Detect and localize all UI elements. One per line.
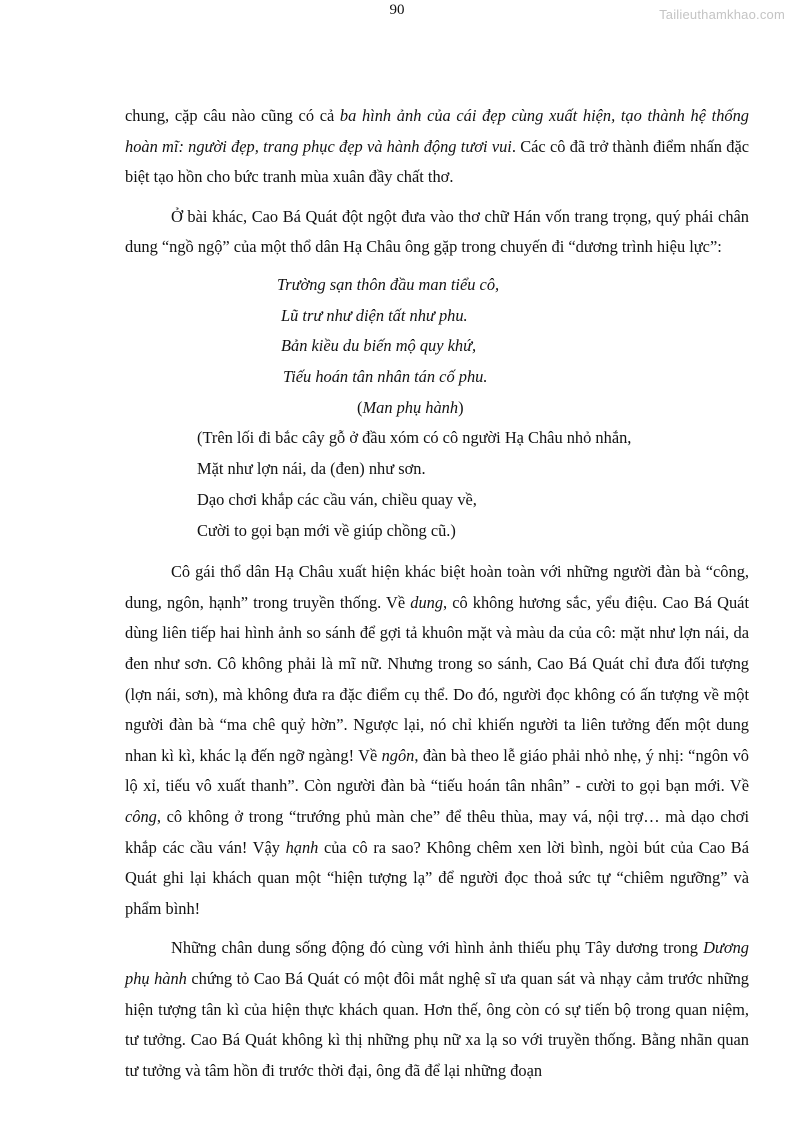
paragraph-3-text-3: , đàn bà theo lễ giáo phải nhỏ nhẹ, ý nhị: “ngôn vô lộ xỉ, tiếu vô xuất thanh”. Còn người đàn bà “tiếu hoán tân nhân” - cười to gọi bạn mới. Về <box>125 745 749 796</box>
paragraph-3-text-1: Cô gái thổ dân Hạ Châu xuất hiện khác biệt hoàn toàn với những người đàn bà “công, dung, ngôn, hạnh” trong truyền thống. Về <box>125 562 749 612</box>
paragraph-1 <box>125 101 749 193</box>
paragraph-3-text-2: , cô không hương sắc, yểu điệu. Cao Bá Quát dùng liên tiếp hai hình ảnh so sánh để gợi tả khuôn mặt và màu da của cô: mặt như lợn nái, da đen như sơn. Cô không phải là mĩ nữ. Nhưng trong so sánh, Cao Bá Quát chỉ đưa đối tượng (lợn nái, sơn), mà không đưa ra đặc điểm cụ thể. Do đó, người đọc không có ấn tượng về một người đàn bà “ma chê quỷ hờn”. Ngược lại, nó chỉ khiến người ta liên tưởng đến một dung nhan kì kì, khác lạ đến ngỡ ngàng! Về <box>125 592 750 765</box>
poem-source-open: ( <box>357 397 363 417</box>
watermark: Tailieuthamkhao.com <box>659 7 785 22</box>
paragraph-4 <box>125 933 749 1086</box>
paragraph-4-text-1: Những chân dung sống động đó cùng với hình ảnh thiếu phụ Tây dương trong <box>171 938 704 958</box>
poem-line <box>125 362 749 393</box>
paragraph-3-italic-2: ngôn <box>381 745 415 765</box>
paragraph-3-italic-3: công <box>125 807 157 827</box>
poem-line <box>125 301 749 332</box>
poem-line-text: Tiếu hoán tân nhân tán cố phu. <box>283 367 488 387</box>
paragraph-3-italic-4: hạnh <box>285 837 319 857</box>
translation-line: Dạo chơi khắp các cầu ván, chiều quay về, <box>197 489 477 509</box>
poem-block <box>125 270 749 424</box>
poem-source <box>125 393 749 424</box>
poem-line-text: Bản kiều du biến mộ quy khứ, <box>281 336 477 356</box>
poem-line-text: Lũ trư như diện tất như phu. <box>281 305 468 325</box>
poem-line-text: Trường sạn thôn đầu man tiểu cô, <box>277 274 500 294</box>
poem-line <box>125 331 749 362</box>
page-body <box>125 101 749 1095</box>
paragraph-3 <box>125 557 749 924</box>
translation-line: (Trên lối đi bắc cây gỗ ở đầu xóm có cô người Hạ Châu nhỏ nhắn, <box>197 428 632 448</box>
translation-line: Cười to gọi bạn mới về giúp chồng cũ.) <box>197 520 456 540</box>
poem-source-title: Man phụ hành <box>362 397 459 417</box>
page-number: 90 <box>389 2 405 18</box>
translation-line: Mặt như lợn nái, da (đen) như sơn. <box>197 459 426 479</box>
poem-line <box>125 270 749 301</box>
paragraph-3-text-4: , cô không ở trong “trướng phủ màn che” để thêu thùa, may vá, nội trợ… mà dạo chơi khắp các cầu ván! Vậy <box>125 807 749 857</box>
paragraph-4-text-2: chứng tỏ Cao Bá Quát có một đôi mắt nghệ sĩ ưa quan sát và nhạy cảm trước những hiện tượng tân kì của hiện thực khách quan. Hơn thế, ông còn có sự tiến bộ trong quan niệm, tư tưởng. Cao Bá Quát không kì thị những phụ nữ xa lạ so với truyền thống. Bằng nhãn quan tư tưởng và tâm hồn đi trước thời đại, ông đã để lại những đoạn <box>125 969 749 1080</box>
poem-source-close: ) <box>458 397 464 417</box>
paragraph-2: Ở bài khác, Cao Bá Quát đột ngột đưa vào thơ chữ Hán vốn trang trọng, quý phái chân dung “ngồ ngộ” của một thổ dân Hạ Châu ông gặp trong chuyến đi “dương trình hiệu lực”: <box>125 206 749 257</box>
paragraph-1-text-2: . Các cô đã trở thành điểm nhấn đặc biệt tạo hồn cho bức tranh mùa xuân đầy chất thơ. <box>125 136 749 187</box>
paragraph-3-text-5: của cô ra sao? Không chêm xen lời bình, ngòi bút của Cao Bá Quát ghi lại khách quan một “hiện tượng lạ” để người đọc thoả sức tự “chiêm ngưỡng” và phẩm bình! <box>125 837 750 918</box>
paragraph-1-text-1: chung, cặp câu nào cũng có cả <box>125 106 340 125</box>
paragraph-1-italic-1: ba hình ảnh của cái đẹp cùng xuất hiện, tạo thành hệ thống hoàn mĩ: người đẹp, trang phục đẹp và hành động tươi vui <box>125 106 749 156</box>
translation-block <box>125 423 749 546</box>
paragraph-3-italic-1: dung <box>410 592 444 612</box>
paragraph-4-italic-1: Dương phụ hành <box>125 938 749 989</box>
